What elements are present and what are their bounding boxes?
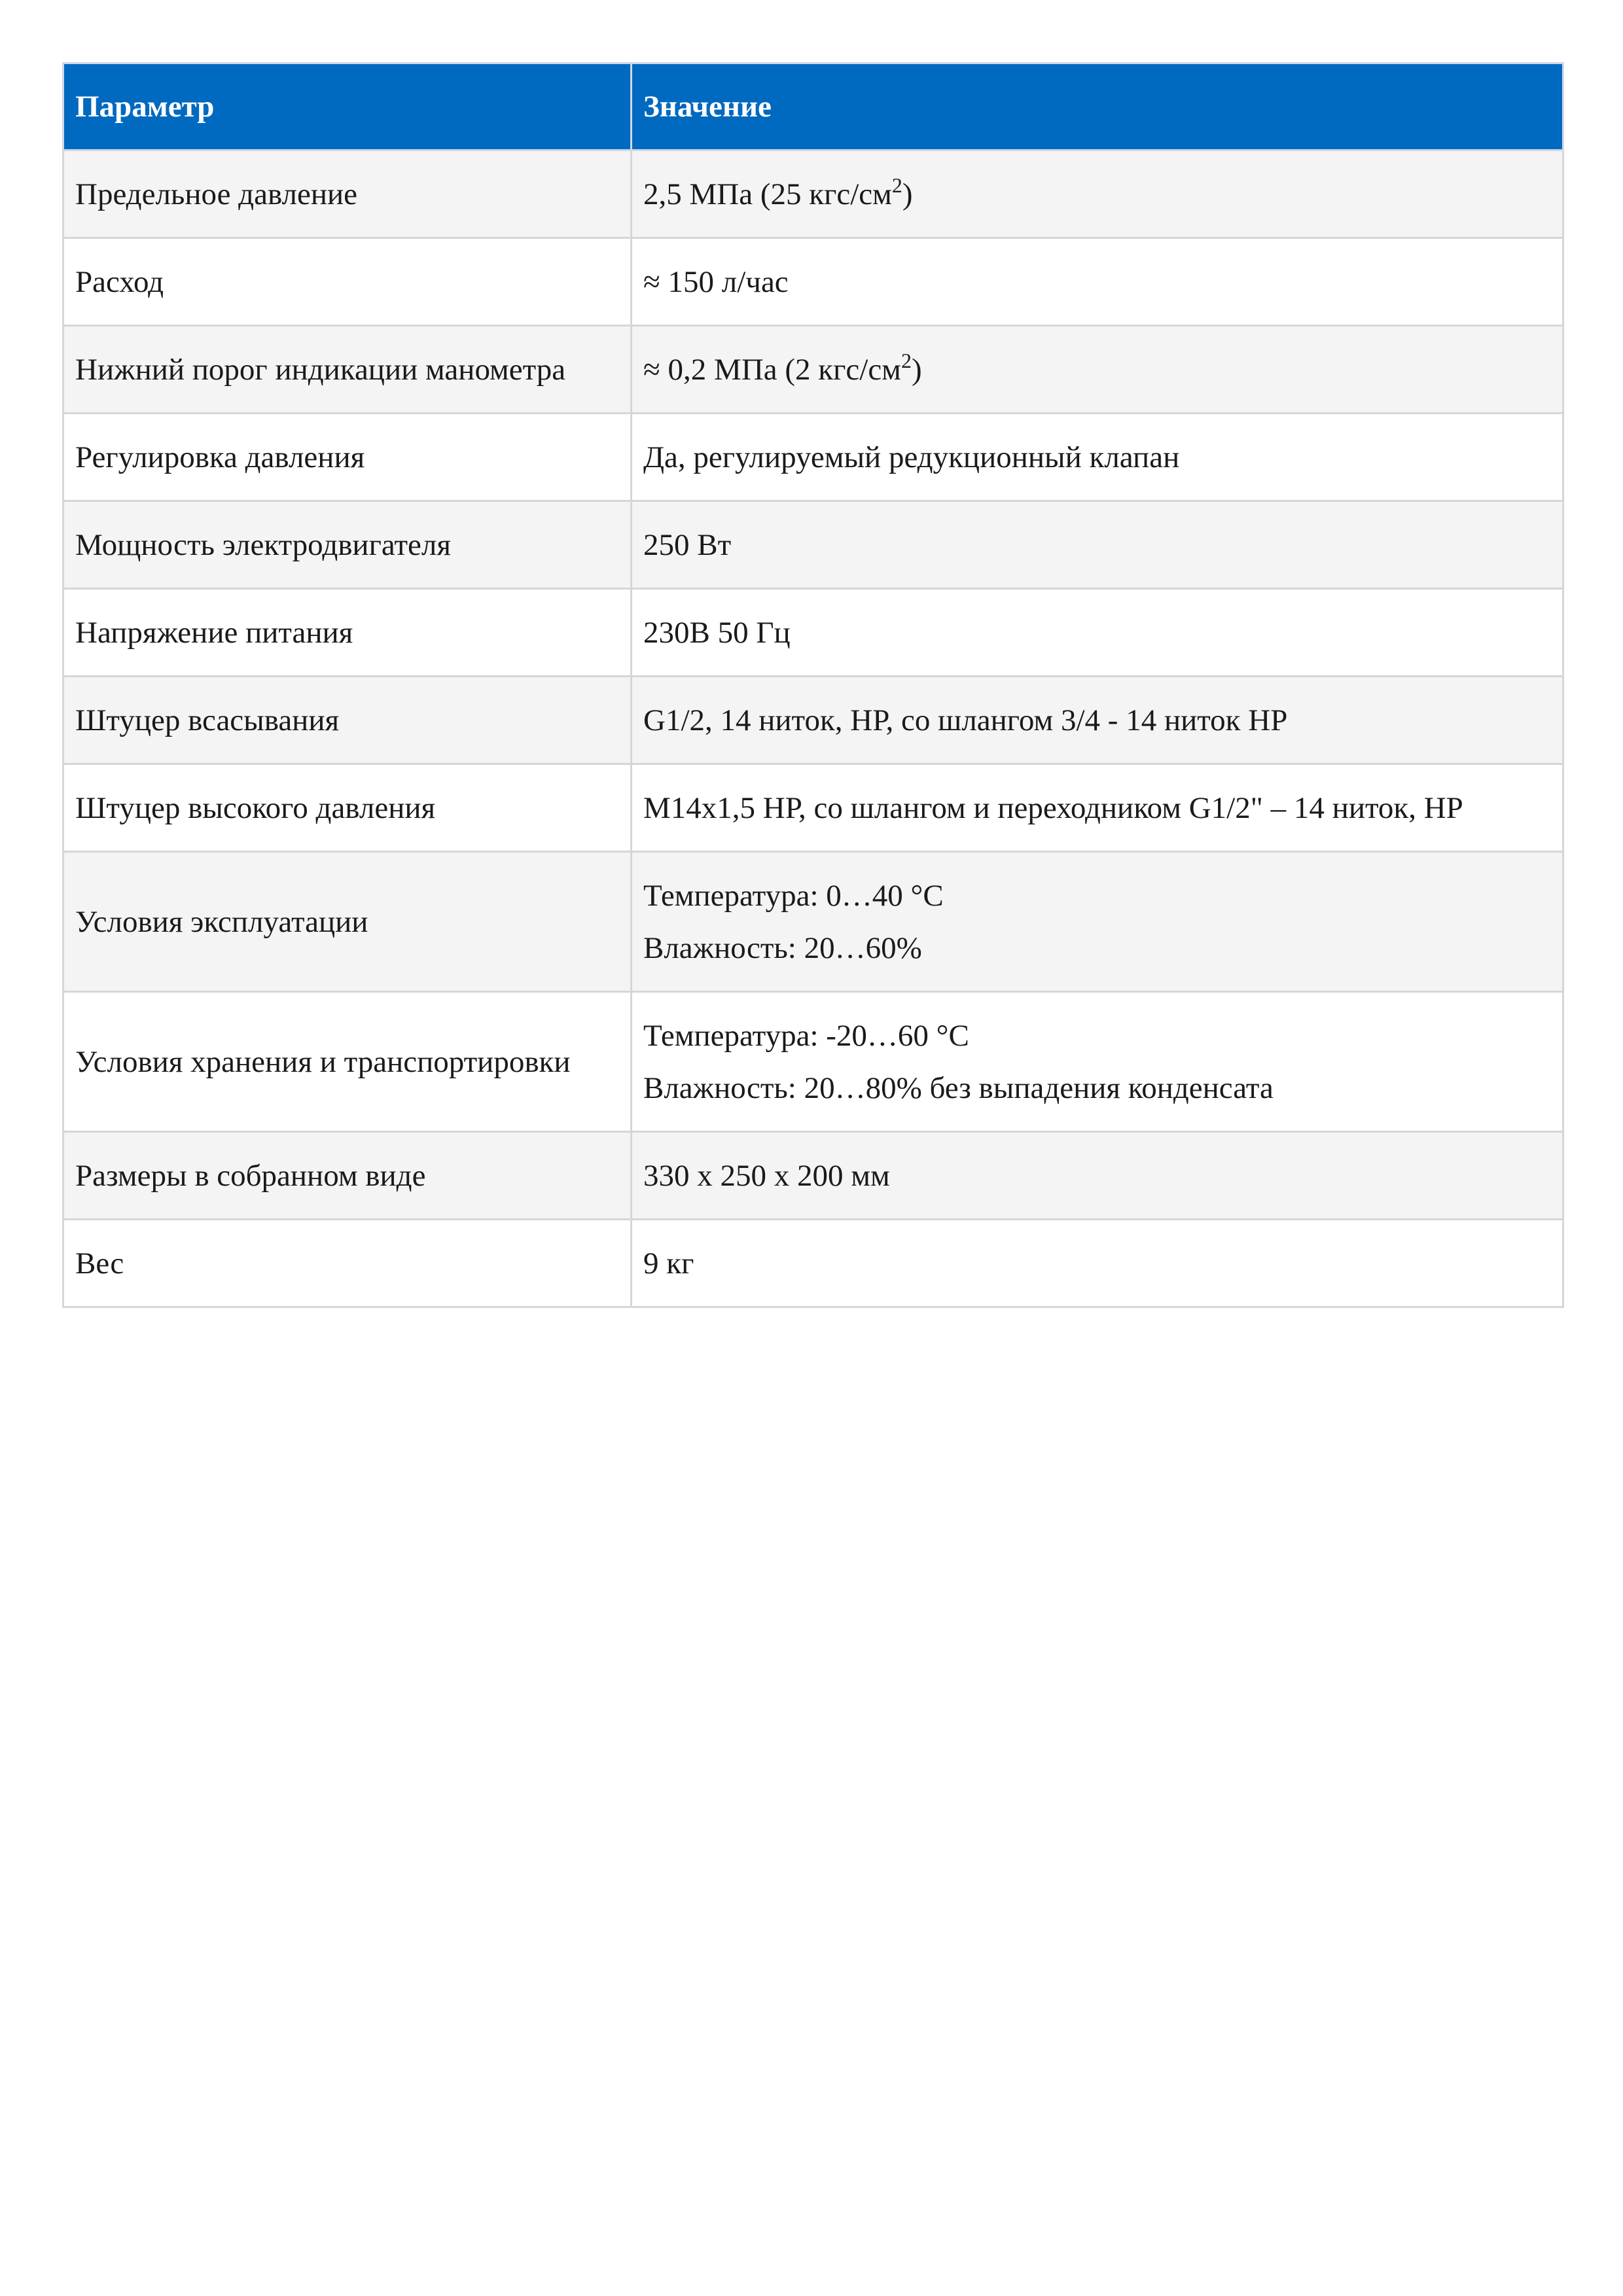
row-value: М14x1,5 НР, со шлангом и переходником G1/2" – 14 ниток, НР bbox=[632, 764, 1563, 852]
value-tail: ) bbox=[902, 177, 913, 211]
column-header-parameter: Параметр bbox=[63, 63, 632, 150]
row-value: ≈ 150 л/час bbox=[632, 238, 1563, 326]
value-superscript: 2 bbox=[901, 348, 912, 372]
row-parameter: Условия эксплуатации bbox=[63, 852, 632, 992]
table-row bbox=[63, 238, 1563, 326]
value-line-humidity: Влажность: 20…60% bbox=[643, 930, 922, 965]
row-value: 330 х 250 х 200 мм bbox=[632, 1132, 1563, 1220]
table-row bbox=[63, 852, 1563, 992]
row-parameter: Штуцер всасывания bbox=[63, 677, 632, 764]
value-tail: ) bbox=[911, 352, 922, 387]
value-line-temperature: Температура: 0…40 °С bbox=[643, 878, 944, 913]
table-row bbox=[63, 677, 1563, 764]
table-row bbox=[63, 992, 1563, 1132]
row-parameter: Штуцер высокого давления bbox=[63, 764, 632, 852]
row-parameter: Расход bbox=[63, 238, 632, 326]
table-header-row bbox=[63, 63, 1563, 150]
row-parameter: Предельное давление bbox=[63, 150, 632, 238]
row-value bbox=[632, 326, 1563, 414]
row-parameter: Регулировка давления bbox=[63, 414, 632, 501]
table-row bbox=[63, 1220, 1563, 1307]
value-superscript: 2 bbox=[891, 173, 902, 197]
row-parameter: Размеры в собранном виде bbox=[63, 1132, 632, 1220]
row-parameter: Условия хранения и транспортировки bbox=[63, 992, 632, 1132]
value-text: 2,5 МПа (25 кгс/см bbox=[643, 177, 892, 211]
table-row bbox=[63, 501, 1563, 589]
value-line-temperature: Температура: -20…60 °С bbox=[643, 1018, 969, 1053]
table-row bbox=[63, 764, 1563, 852]
row-value: G1/2, 14 ниток, НР, со шлангом 3/4 - 14 ниток НР bbox=[632, 677, 1563, 764]
value-text: ≈ 0,2 МПа (2 кгс/см bbox=[643, 352, 901, 387]
table-row bbox=[63, 414, 1563, 501]
row-value bbox=[632, 852, 1563, 992]
specifications-table bbox=[62, 62, 1564, 1308]
value-line-humidity: Влажность: 20…80% без выпадения конденсата bbox=[643, 1070, 1274, 1105]
row-value bbox=[632, 992, 1563, 1132]
table-row bbox=[63, 1132, 1563, 1220]
column-header-value: Значение bbox=[632, 63, 1563, 150]
row-value: Да, регулируемый редукционный клапан bbox=[632, 414, 1563, 501]
row-value: 250 Вт bbox=[632, 501, 1563, 589]
table-row bbox=[63, 326, 1563, 414]
row-parameter: Напряжение питания bbox=[63, 589, 632, 677]
table-row bbox=[63, 589, 1563, 677]
row-parameter: Вес bbox=[63, 1220, 632, 1307]
row-parameter: Мощность электродвигателя bbox=[63, 501, 632, 589]
row-parameter: Нижний порог индикации манометра bbox=[63, 326, 632, 414]
row-value: 230В 50 Гц bbox=[632, 589, 1563, 677]
table-row bbox=[63, 150, 1563, 238]
row-value: 9 кг bbox=[632, 1220, 1563, 1307]
row-value bbox=[632, 150, 1563, 238]
